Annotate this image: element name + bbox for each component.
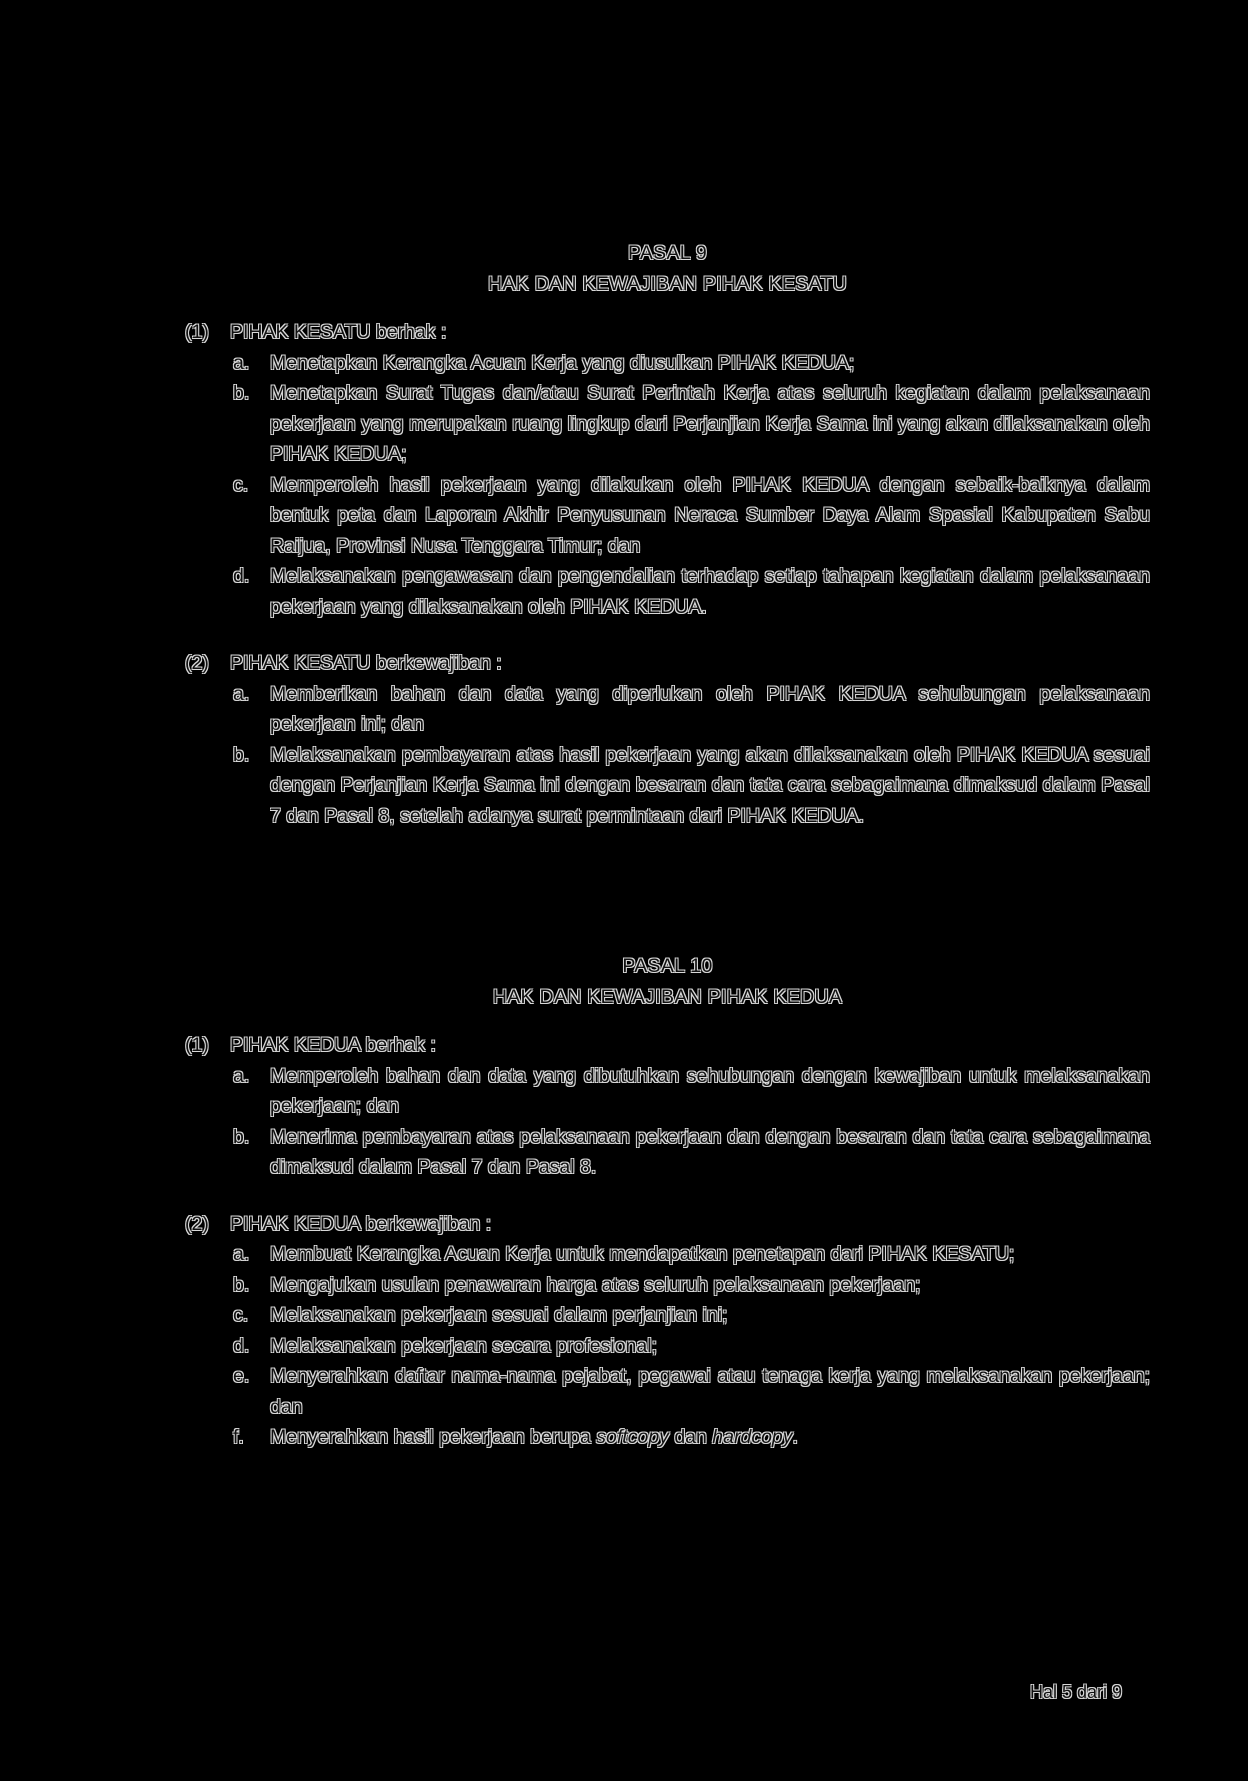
item-letter: a.	[233, 682, 250, 705]
clause-intro: PIHAK KESATU berkewajiban :	[230, 652, 502, 674]
clause-number: (2)	[185, 1212, 209, 1235]
clause-number: (1)	[185, 1034, 209, 1056]
clause-items	[185, 679, 1150, 832]
pasal-9-number: PASAL 9	[627, 242, 708, 264]
list-item	[233, 1422, 1150, 1453]
item-letter: b.	[233, 743, 250, 766]
list-item	[233, 561, 1150, 622]
list-item	[233, 348, 1150, 379]
item-text: Membuat Kerangka Acuan Kerja untuk mendapatkan penetapan dari PIHAK KESATU;	[270, 1243, 1015, 1265]
clause-intro: PIHAK KEDUA berhak :	[230, 1034, 436, 1056]
hardcopy-term: hardcopy	[712, 1426, 793, 1448]
item-letter: b.	[233, 1125, 250, 1148]
item-letter: c.	[233, 473, 249, 496]
item-text-end: .	[792, 1426, 798, 1448]
list-item	[233, 1239, 1150, 1270]
item-text: Menyerahkan daftar nama-nama pejabat, pegawai atau tenaga kerja yang melaksanakan pekerjaan; dan	[270, 1365, 1150, 1418]
item-text: Melaksanakan pekerjaan secara profesional;	[270, 1334, 657, 1357]
pasal-9-clause-2	[185, 648, 1150, 831]
item-text: Menerima pembayaran atas pelaksanaan pekerjaan dan dengan besaran dan tata cara sebagaimana dimaksud dalam Pasal 7 dan Pasal 8.	[270, 1125, 1150, 1178]
item-letter: f.	[233, 1426, 244, 1448]
list-item	[233, 1361, 1150, 1422]
clause-number: (1)	[185, 321, 209, 343]
item-text: Menetapkan Surat Tugas dan/atau Surat Perintah Kerja atas seluruh kegiatan dalam pelaksanaan pekerjaan yang merupakan ruang lingkup dari Perjanjian Kerja Sama ini yang akan dilaksanakan oleh PIHAK KEDUA;	[270, 382, 1150, 465]
item-text: Memperoleh bahan dan data yang dibutuhkan sehubungan dengan kewajiban untuk melaksanakan pekerjaan; dan	[270, 1064, 1150, 1117]
list-item	[233, 1122, 1150, 1183]
clause-items	[185, 1061, 1150, 1183]
item-text: Memperoleh hasil pekerjaan yang dilakukan oleh PIHAK KEDUA dengan sebaik-baiknya dalam bentuk peta dan Laporan Akhir Penyusunan Neraca Sumber Daya Alam Spasial Kabupaten Sabu Raijua, Provinsi Nusa Tenggara Timur; dan	[270, 473, 1150, 557]
item-letter: c.	[233, 1304, 249, 1326]
item-letter: b.	[233, 382, 250, 404]
list-item	[233, 1331, 1150, 1362]
pasal-10-clause-1	[185, 1030, 1150, 1183]
item-letter: b.	[233, 1273, 250, 1296]
list-item	[233, 470, 1150, 562]
list-item	[233, 1300, 1150, 1331]
list-item	[233, 1061, 1150, 1122]
item-text: Melaksanakan pekerjaan sesuai dalam perjanjian ini;	[270, 1304, 728, 1326]
item-letter: e.	[233, 1365, 250, 1387]
pasal-10	[185, 951, 1150, 1453]
pasal-9-heading: HAK DAN KEWAJIBAN PIHAK KESATU	[488, 272, 847, 295]
item-letter: a.	[233, 351, 250, 374]
clause-number: (2)	[185, 652, 209, 674]
pasal-10-clause-2	[185, 1209, 1150, 1453]
item-letter: a.	[233, 1243, 250, 1265]
item-text: Menyerahkan hasil pekerjaan berupa	[270, 1426, 597, 1448]
clause-items	[185, 348, 1150, 623]
list-item	[233, 1270, 1150, 1301]
softcopy-term: softcopy	[596, 1426, 669, 1448]
item-text-mid: dan	[668, 1426, 713, 1448]
item-letter: d.	[233, 1334, 250, 1357]
list-item	[233, 378, 1150, 470]
list-item	[233, 740, 1150, 832]
item-text: Menetapkan Kerangka Acuan Kerja yang diusulkan PIHAK KEDUA;	[270, 351, 855, 374]
item-letter: a.	[233, 1064, 250, 1087]
clause-items	[185, 1239, 1150, 1453]
item-text: Memberikan bahan dan data yang diperlukan oleh PIHAK KEDUA sehubungan pelaksanaan pekerjaan ini; dan	[270, 682, 1150, 735]
item-text: Melaksanakan pembayaran atas hasil pekerjaan yang akan dilaksanakan oleh PIHAK KEDUA sesuai dengan Perjanjian Kerja Sama ini dengan besaran dan tata cara sebagaimana dimaksud dalam Pasal 7 dan Pasal 8, setelah adanya surat permintaan dari PIHAK KEDUA.	[270, 743, 1150, 827]
item-letter: d.	[233, 565, 250, 587]
item-text: Melaksanakan pengawasan dan pengendalian terhadap setiap tahapan kegiatan dalam pelaksanaan pekerjaan yang dilaksanakan oleh PIHAK KEDUA.	[270, 565, 1150, 618]
pasal-10-number: PASAL 10	[622, 955, 713, 977]
pasal-10-heading: HAK DAN KEWAJIBAN PIHAK KEDUA	[492, 985, 843, 1008]
page-number: Hal 5 dari 9	[1030, 1682, 1123, 1702]
item-text: Mengajukan usulan penawaran harga atas seluruh pelaksanaan pekerjaan;	[270, 1273, 921, 1296]
pasal-9-clause-1	[185, 317, 1150, 622]
document-content	[185, 238, 1150, 1453]
list-item	[233, 679, 1150, 740]
pasal-9	[185, 238, 1150, 831]
clause-intro: PIHAK KESATU berhak :	[230, 321, 447, 343]
clause-intro: PIHAK KEDUA berkewajiban :	[230, 1212, 492, 1235]
